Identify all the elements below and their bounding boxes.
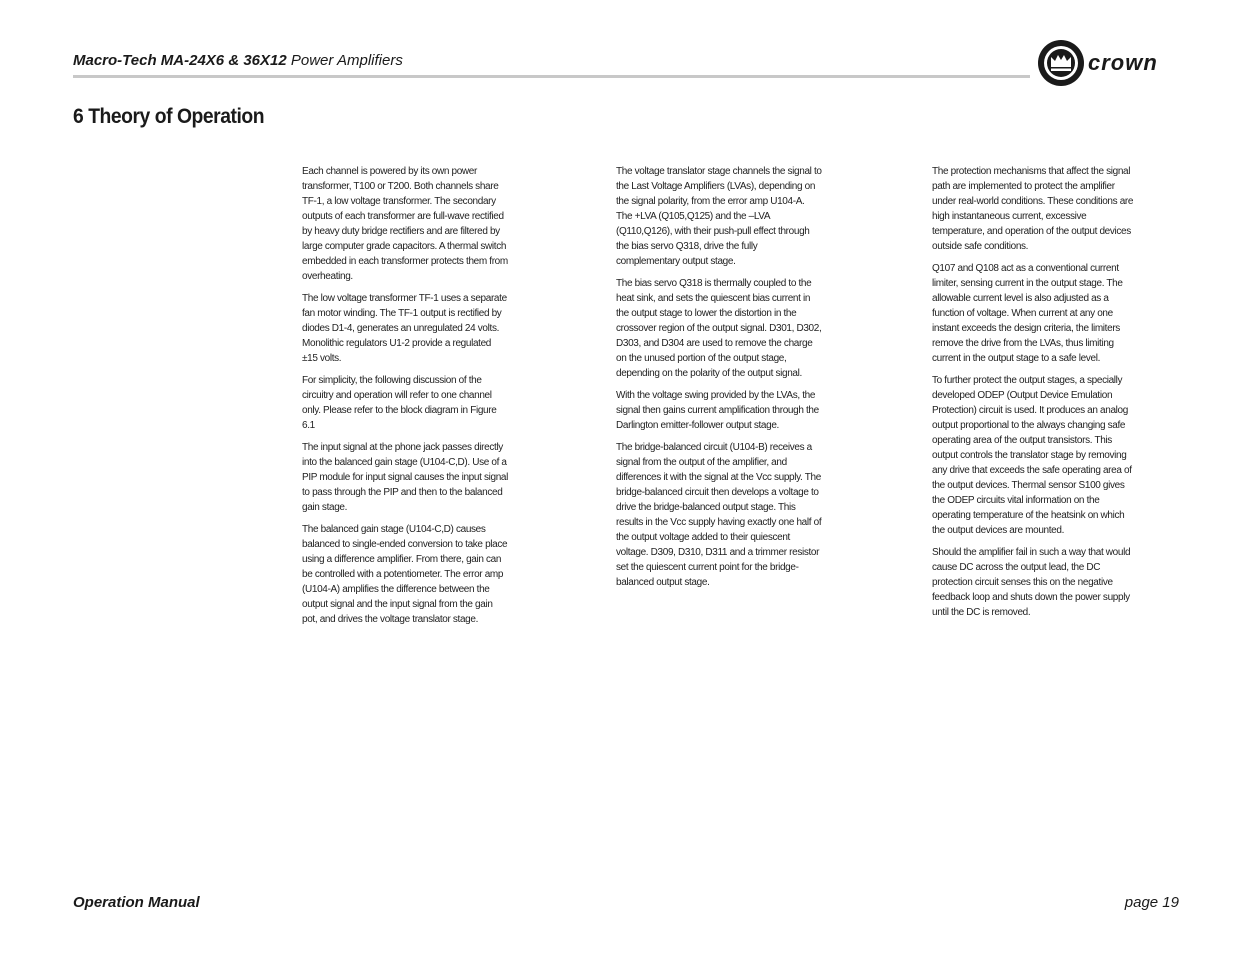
paragraph: Q107 and Q108 act as a conventional current limiter, sensing current in the output stage. The allowable current level is also adjusted as a function of voltage. When current at any one instant exceeds the design criteria, the limiters remove the drive from the LVAs, thus limiting current in the output stage to a safe level. (932, 263, 1123, 364)
text-column-1 (302, 164, 508, 634)
footer-manual-title: Operation Manual (73, 894, 200, 911)
paragraph: Each channel is powered by its own power transformer, T100 or T200. Both channels share TF-1, a low voltage transformer. The secondary outputs of each transformer are full-wave rectified by heavy duty bridge rectifiers and are filtered by large computer grade capacitors. A thermal switch embedded in each transformer protects them from overheating. (302, 166, 508, 282)
paragraph: To further protect the output stages, a specially developed ODEP (Output Device Emulation Protection) circuit is used. It produces an analog output proportional to the always changing safe operating area of the output transistors. This output controls the translator stage by removing any drive that exceeds the safe operating area of the output devices. Thermal sensor S100 gives the ODEP circuits vital information on the operating temperature of the heatsink on which the output devices are mounted. (932, 375, 1132, 536)
text-column-3 (932, 164, 1138, 627)
paragraph: The bridge-balanced circuit (U104-B) receives a signal from the output of the amplifier, and differences it with the signal at the Vcc supply. The bridge-balanced circuit then develops a voltage to drive the bridge-balanced output stage. This results in the Vcc supply having exactly one half of the output voltage added to their quiescent voltage. D309, D310, D311 and a trimmer resistor set the quiescent current point for the bridge-balanced output stage. (616, 442, 822, 588)
paragraph: The balanced gain stage (U104-C,D) causes balanced to single-ended conversion to take place using a difference amplifier. From there, gain can be controlled with a potentiometer. The error amp (U104-A) amplifies the difference between the output signal and the input signal from the gain pot, and drives the voltage translator stage. (302, 524, 508, 625)
product-name: Macro-Tech MA-24X6 & 36X12 (73, 52, 287, 69)
paragraph: The voltage translator stage channels the signal to the Last Voltage Amplifiers (LVAs), depending on the signal polarity, from the error amp U104-A. The +LVA (Q105,Q125) and the –LVA (Q110,Q126), with their push-pull effect through the bias servo Q318, drive the fully complementary output stage. (616, 166, 822, 267)
paragraph: For simplicity, the following discussion of the circuitry and operation will refer to one channel only. Please refer to the block diagram in Figure 6.1 (302, 375, 497, 431)
product-type: Power Amplifiers (286, 52, 403, 69)
paragraph: The input signal at the phone jack passes directly into the balanced gain stage (U104-C,D). Use of a PIP module for input signal causes the input signal to pass through the PIP and then to the balanced gain stage. (302, 442, 508, 513)
paragraph: With the voltage swing provided by the LVAs, the signal then gains current amplification through the Darlington emitter-follower output stage. (616, 390, 819, 431)
paragraph: The low voltage transformer TF-1 uses a separate fan motor winding. The TF-1 output is rectified by diodes D1-4, generates an unregulated 24 volts. Monolithic regulators U1-2 provide a regulated ±15 volts. (302, 293, 507, 364)
header-divider (73, 75, 1030, 78)
paragraph: The protection mechanisms that affect the signal path are implemented to protect the amplifier under real-world conditions. These conditions are high instantaneous current, excessive temperature, and operation of the output devices outside safe conditions. (932, 166, 1134, 252)
paragraph: Should the amplifier fail in such a way that would cause DC across the output lead, the DC protection circuit senses this on the negative feedback loop and shuts down the power supply until the DC is removed. (932, 547, 1131, 618)
page-number: page 19 (1124, 894, 1179, 911)
text-column-2 (616, 164, 822, 597)
crown-logo (1036, 38, 1186, 88)
document-header-title (73, 52, 403, 69)
crown-wordmark: crown (1088, 50, 1158, 75)
section-title: 6 Theory of Operation (73, 105, 265, 128)
crown-logo-icon (1036, 38, 1186, 88)
paragraph: The bias servo Q318 is thermally coupled to the heat sink, and sets the quiescent bias current in the output stage to lower the distortion in the crossover region of the output signal. D301, D302, D303, and D304 are used to remove the charge on the unused portion of the output stage, depending on the polarity of the output signal. (616, 278, 822, 379)
